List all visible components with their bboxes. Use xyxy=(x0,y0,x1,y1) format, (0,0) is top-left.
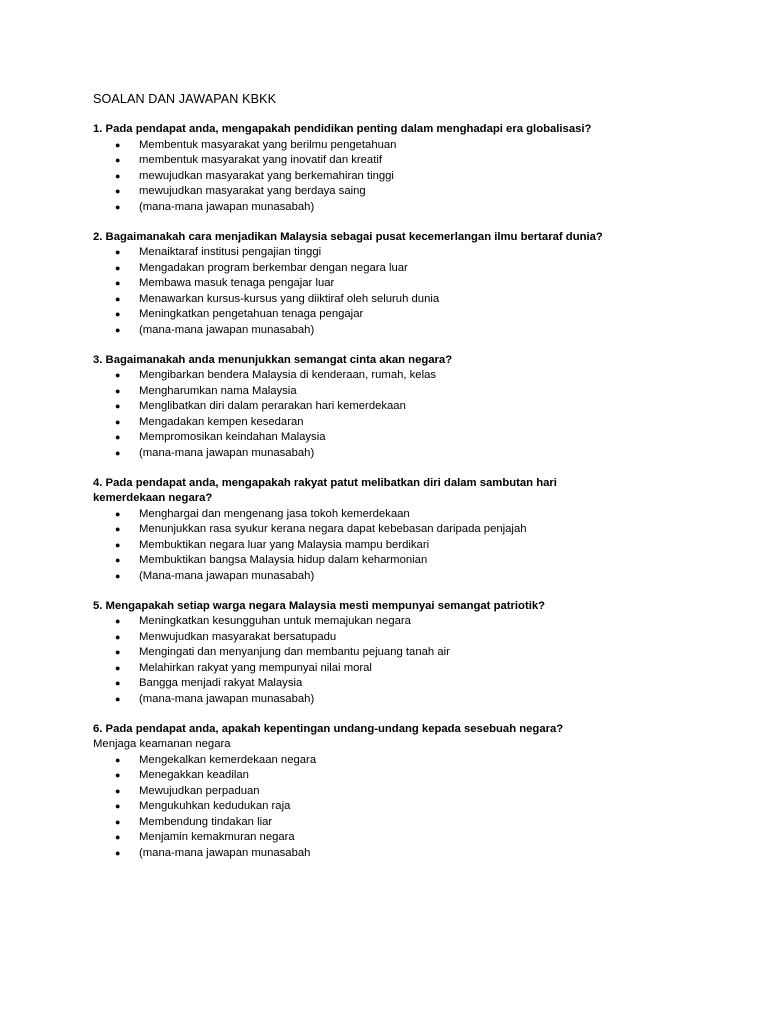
list-item: ● Menwujudkan masyarakat bersatupadu xyxy=(93,630,723,646)
list-item: ● (mana-mana jawapan munasabah) xyxy=(93,323,723,339)
question-section-2 xyxy=(93,230,723,339)
bullet-icon: ● xyxy=(115,293,121,304)
answer-list-4 xyxy=(93,507,723,585)
bullet-icon: ● xyxy=(115,570,121,581)
document-content xyxy=(93,91,723,876)
bullet-icon: ● xyxy=(115,139,121,150)
list-item: ● (mana-mana jawapan munasabah) xyxy=(93,446,723,462)
list-item: ● Melahirkan rakyat yang mempunyai nilai moral xyxy=(93,661,723,677)
bullet-icon: ● xyxy=(115,508,121,519)
bullet-icon: ● xyxy=(115,678,121,688)
list-item: ● Mengekalkan kemerdekaan negara xyxy=(93,753,723,769)
list-item: ● Mempromosikan keindahan Malaysia xyxy=(93,430,723,446)
bullet-icon: ● xyxy=(115,432,121,442)
bullet-icon: ● xyxy=(115,785,121,796)
list-item: ● Menawarkan kursus-kursus yang diiktiraf oleh seluruh dunia xyxy=(93,292,723,308)
bullet-icon: ● xyxy=(115,401,121,411)
question-section-1 xyxy=(93,122,723,215)
list-item: ● (Mana-mana jawapan munasabah) xyxy=(93,569,723,585)
bullet-icon: ● xyxy=(115,662,121,673)
list-item: ● Menghargai dan mengenang jasa tokoh kemerdekaan xyxy=(93,507,723,523)
list-item: ● Mengukuhkan kedudukan raja xyxy=(93,799,723,815)
list-item: ● mewujudkan masyarakat yang berdaya saing xyxy=(93,184,723,200)
bullet-icon: ● xyxy=(115,616,121,626)
bullet-icon: ● xyxy=(115,201,121,212)
list-item: ● Mengharumkan nama Malaysia xyxy=(93,384,723,400)
list-item: ● Menunjukkan rasa syukur kerana negara dapat kebebasan daripada penjajah xyxy=(93,522,723,538)
list-item: ● Menglibatkan diri dalam perarakan hari kemerdekaan xyxy=(93,399,723,415)
list-item: ● Mengadakan program berkembar dengan negara luar xyxy=(93,261,723,277)
list-item: ● Bangga menjadi rakyat Malaysia xyxy=(93,676,723,692)
question-section-5 xyxy=(93,599,723,708)
list-item: ● membentuk masyarakat yang inovatif dan kreatif xyxy=(93,153,723,169)
question-1: 1. Pada pendapat anda, mengapakah pendidikan penting dalam menghadapi era globalisasi? xyxy=(93,123,592,135)
bullet-icon: ● xyxy=(115,524,121,534)
list-item: ● Menaiktaraf institusi pengajian tinggi xyxy=(93,245,723,261)
question-3: 3. Bagaimanakah anda menunjukkan semangat cinta akan negara? xyxy=(93,353,453,366)
answer-list-1 xyxy=(93,138,723,216)
bullet-icon: ● xyxy=(115,262,121,273)
bullet-icon: ● xyxy=(115,278,121,288)
answer-list-2 xyxy=(93,245,723,338)
question-6: 6. Pada pendapat anda, apakah kepentingan undang-undang kepada sesebuah negara? xyxy=(93,722,564,735)
bullet-icon: ● xyxy=(115,555,121,565)
page-title: SOALAN DAN JAWAPAN KBKK xyxy=(93,92,277,106)
bullet-icon: ● xyxy=(115,693,121,704)
bullet-icon: ● xyxy=(115,309,121,319)
bullet-icon: ● xyxy=(115,186,121,196)
question-section-3 xyxy=(93,353,723,462)
answer-list-5 xyxy=(93,614,723,707)
bullet-icon: ● xyxy=(115,847,121,858)
question-4-line-1: 4. Pada pendapat anda, mengapakah rakyat patut melibatkan diri dalam sambutan hari xyxy=(93,476,557,489)
bullet-icon: ● xyxy=(115,447,121,458)
bullet-icon: ● xyxy=(115,247,121,257)
list-item: ● Mengingati dan menyanjung dan membantu pejuang tanah air xyxy=(93,645,723,661)
list-item: ● Membuktikan bangsa Malaysia hidup dalam keharmonian xyxy=(93,553,723,569)
question-section-4 xyxy=(93,476,723,585)
list-item: ● Membuktikan negara luar yang Malaysia mampu berdikari xyxy=(93,538,723,554)
question-4-line-2: kemerdekaan negara? xyxy=(93,492,213,504)
bullet-icon: ● xyxy=(115,170,121,181)
list-item: ● Menegakkan keadilan xyxy=(93,768,723,784)
bullet-icon: ● xyxy=(115,832,121,842)
bullet-icon: ● xyxy=(115,770,121,780)
answer-lead-line: Menjaga keamanan negara xyxy=(93,738,231,750)
list-item: ● Meningkatkan kesungguhan untuk memajukan negara xyxy=(93,614,723,630)
list-item: ● (mana-mana jawapan munasabah) xyxy=(93,200,723,216)
bullet-icon: ● xyxy=(115,539,121,550)
question-5: 5. Mengapakah setiap warga negara Malaysia mesti mempunyai semangat patriotik? xyxy=(93,599,546,612)
bullet-icon: ● xyxy=(115,631,121,642)
bullet-icon: ● xyxy=(115,816,121,827)
bullet-icon: ● xyxy=(115,754,121,765)
list-item: ● Mengibarkan bendera Malaysia di kenderaan, rumah, kelas xyxy=(93,368,723,384)
list-item: ● Mengadakan kempen kesedaran xyxy=(93,415,723,431)
bullet-icon: ● xyxy=(115,324,121,335)
list-item: ● Membendung tindakan liar xyxy=(93,815,723,831)
bullet-icon: ● xyxy=(115,801,121,811)
question-2: 2. Bagaimanakah cara menjadikan Malaysia sebagai pusat kecemerlangan ilmu bertaraf dunia? xyxy=(93,230,603,243)
list-item: ● (mana-mana jawapan munasabah xyxy=(93,846,723,862)
list-item: ● Mewujudkan perpaduan xyxy=(93,784,723,800)
answer-list-6 xyxy=(93,753,723,862)
list-item: ● mewujudkan masyarakat yang berkemahiran tinggi xyxy=(93,169,723,185)
list-item: ● Menjamin kemakmuran negara xyxy=(93,830,723,846)
bullet-icon: ● xyxy=(115,385,121,396)
bullet-icon: ● xyxy=(115,647,121,657)
list-item: ● Membawa masuk tenaga pengajar luar xyxy=(93,276,723,292)
list-item: ● Membentuk masyarakat yang berilmu pengetahuan xyxy=(93,138,723,154)
question-section-6 xyxy=(93,722,723,862)
bullet-icon: ● xyxy=(115,155,121,165)
list-item: ● (mana-mana jawapan munasabah) xyxy=(93,692,723,708)
bullet-icon: ● xyxy=(115,370,121,380)
list-item: ● Meningkatkan pengetahuan tenaga pengajar xyxy=(93,307,723,323)
bullet-icon: ● xyxy=(115,416,121,427)
answer-list-3 xyxy=(93,368,723,461)
